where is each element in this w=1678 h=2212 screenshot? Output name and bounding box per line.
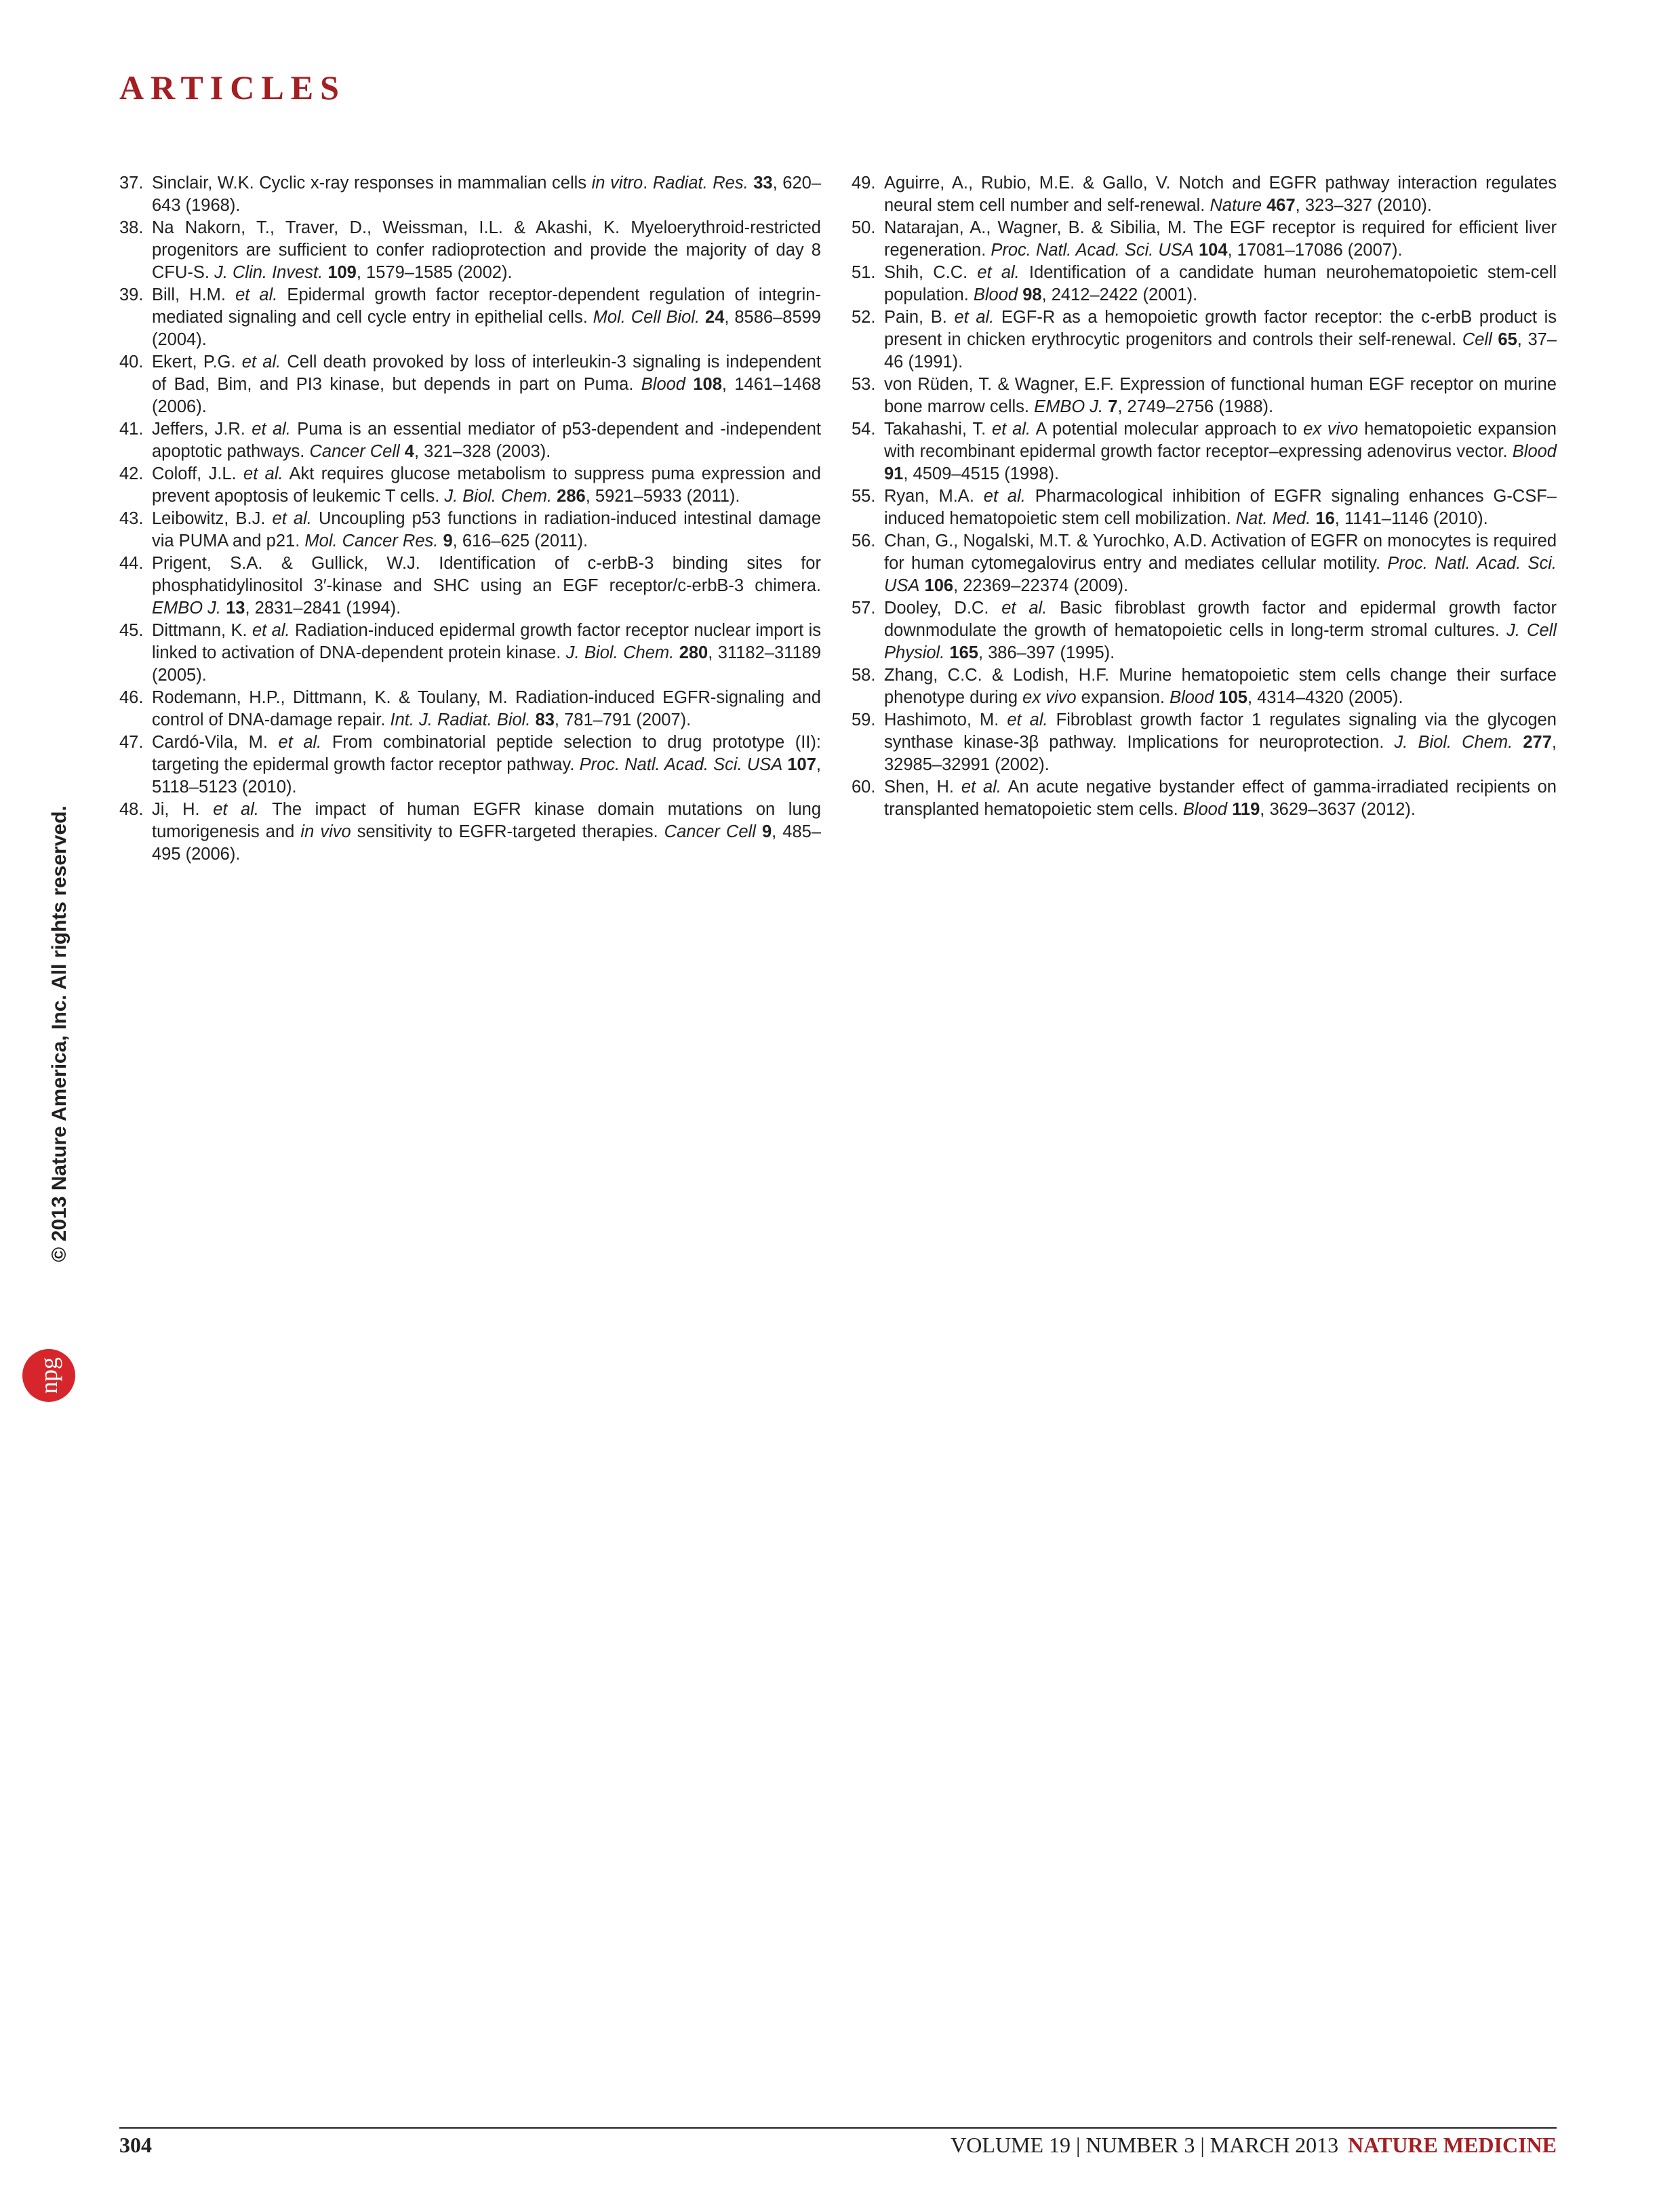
reference-text: , 620–643 (1968). xyxy=(152,174,822,215)
reference-text: et al. xyxy=(213,800,259,819)
reference-text: Chan, G., Nogalski, M.T. & Yurochko, A.D. Activation of EGFR on monocytes is required for human cytomegalovirus entry and mediates cellular motility. xyxy=(884,531,1557,573)
reference-text: in vitro xyxy=(591,174,643,193)
reference-text xyxy=(400,442,405,461)
reference-item xyxy=(852,374,1557,418)
reference-text: J. Clin. Invest. xyxy=(214,263,323,282)
reference-text: , 485–495 (2006). xyxy=(152,822,821,864)
reference-text: 107 xyxy=(787,755,816,774)
reference-text: Blood xyxy=(1512,442,1557,461)
reference-text: Proc. Natl. Acad. Sci. USA xyxy=(884,554,1557,595)
reference-number: 38. xyxy=(119,218,144,237)
reference-text: sensitivity to EGFR-targeted therapies. xyxy=(351,822,664,841)
reference-text: hematopoietic expansion with recombinant epidermal growth factor receptor–expressing adenovirus vector. xyxy=(884,420,1557,461)
reference-item xyxy=(119,418,821,463)
reference-text: Proc. Natl. Acad. Sci. USA xyxy=(579,755,783,774)
reference-number: 56. xyxy=(852,531,876,550)
reference-text: , 3629–3637 (2012). xyxy=(1260,800,1416,819)
reference-text: The impact of human EGFR kinase domain mutations on lung tumorigenesis and xyxy=(152,800,821,841)
reference-text: , 2831–2841 (1994). xyxy=(245,599,401,618)
reference-number: 50. xyxy=(852,218,876,237)
reference-text: 33 xyxy=(753,174,773,193)
npg-logo xyxy=(22,1349,75,1402)
references-left-column xyxy=(119,172,821,866)
reference-text: et al. xyxy=(983,487,1026,506)
reference-text: , 4314–4320 (2005). xyxy=(1247,688,1403,707)
reference-text: Zhang, C.C. & Lodish, H.F. Murine hematopoietic stem cells change their surface phenotype during xyxy=(884,666,1557,707)
reference-text: Shen, H. xyxy=(884,778,961,797)
reference-text: 9 xyxy=(443,531,453,550)
reference-text xyxy=(700,308,705,327)
reference-text: , 4509–4515 (1998). xyxy=(903,464,1060,483)
reference-text: von Rüden, T. & Wagner, E.F. Expression of functional human EGF receptor on murine bone marrow cells. xyxy=(884,375,1557,416)
reference-text: Proc. Natl. Acad. Sci. USA xyxy=(991,241,1194,260)
reference-item xyxy=(852,217,1557,262)
reference-text: 280 xyxy=(679,643,708,662)
reference-item xyxy=(852,530,1557,597)
reference-item xyxy=(119,284,821,351)
reference-text: Int. J. Radiat. Biol. xyxy=(390,710,531,729)
reference-item xyxy=(119,217,821,284)
reference-text: et al. xyxy=(992,420,1031,439)
reference-text: 91 xyxy=(884,464,904,483)
reference-item xyxy=(119,799,821,866)
reference-text: , 1579–1585 (2002). xyxy=(356,263,513,282)
reference-text: Coloff, J.L. xyxy=(152,464,244,483)
reference-text: An acute negative bystander effect of gamma-irradiated recipients on transplanted hematopoietic stem cells. xyxy=(884,778,1557,819)
reference-item xyxy=(852,306,1557,374)
reference-text: , 5118–5123 (2010). xyxy=(152,755,821,797)
reference-text: Uncoupling p53 functions in radiation-induced intestinal damage via PUMA and p21. xyxy=(152,509,822,550)
reference-text: , 31182–31189 (2005). xyxy=(152,643,821,685)
reference-number: 39. xyxy=(119,285,144,304)
reference-text: , 5921–5933 (2011). xyxy=(585,487,740,506)
reference-text: , 22369–22374 (2009). xyxy=(953,576,1129,595)
reference-text: et al. xyxy=(272,509,312,528)
reference-text: 467 xyxy=(1266,196,1296,215)
reference-text: Fibroblast growth factor 1 regulates signaling via the glycogen synthase kinase-3β pathway. Implications for neuroprotection. xyxy=(884,710,1557,752)
reference-text: , 37–46 (1991). xyxy=(884,330,1557,371)
reference-text: expansion. xyxy=(1076,688,1170,707)
reference-text: Blood xyxy=(641,375,685,394)
page-number: 304 xyxy=(119,2133,152,2157)
reference-text: in vivo xyxy=(300,822,351,841)
reference-text: 104 xyxy=(1198,241,1228,260)
reference-text: ex vivo xyxy=(1303,420,1359,439)
reference-text xyxy=(1194,241,1199,260)
reference-number: 60. xyxy=(852,778,876,797)
reference-text: , 8586–8599 (2004). xyxy=(152,308,821,349)
reference-text: Cancer Cell xyxy=(309,442,400,461)
reference-text: . xyxy=(643,174,653,193)
reference-text: Identification of a candidate human neurohematopoietic stem-cell population. xyxy=(884,263,1557,304)
footer-issue xyxy=(951,2133,1557,2158)
reference-number: 37. xyxy=(119,174,144,193)
reference-text: et al. xyxy=(961,778,1001,797)
reference-item xyxy=(852,485,1557,530)
section-label: ARTICLES xyxy=(119,68,346,106)
reference-text: Nature xyxy=(1210,196,1262,215)
reference-text: , 1141–1146 (2010). xyxy=(1334,509,1488,528)
reference-text: 7 xyxy=(1108,397,1118,416)
reference-text: 98 xyxy=(1022,285,1042,304)
reference-text: Jeffers, J.R. xyxy=(152,420,252,439)
reference-text: J. Biol. Chem. xyxy=(1394,733,1513,752)
reference-text xyxy=(530,710,535,729)
reference-text: Shih, C.C. xyxy=(884,263,978,282)
reference-text: 9 xyxy=(761,822,772,841)
reference-number: 51. xyxy=(852,263,876,282)
reference-text: 4 xyxy=(404,442,414,461)
reference-number: 54. xyxy=(852,420,876,439)
reference-text: 65 xyxy=(1498,330,1517,349)
reference-text: , 2749–2756 (1988). xyxy=(1117,397,1274,416)
reference-text: , 321–328 (2003). xyxy=(414,442,551,461)
reference-item xyxy=(852,597,1557,664)
reference-text: Cancer Cell xyxy=(664,822,756,841)
reference-text: J. Biol. Chem. xyxy=(444,487,553,506)
reference-text: 24 xyxy=(705,308,725,327)
reference-text: , 386–397 (1995). xyxy=(978,643,1115,662)
reference-text: Natarajan, A., Wagner, B. & Sibilia, M. The EGF receptor is required for efficient liver regeneration. xyxy=(884,218,1557,260)
reference-number: 48. xyxy=(119,800,144,819)
reference-text: , 616–625 (2011). xyxy=(452,531,588,550)
reference-text: A potential molecular approach to xyxy=(1031,420,1304,439)
reference-text: Sinclair, W.K. Cyclic x-ray responses in mammalian cells xyxy=(152,174,592,193)
reference-item xyxy=(852,418,1557,485)
reference-item xyxy=(852,262,1557,306)
reference-text: 105 xyxy=(1218,688,1247,707)
reference-text: Ekert, P.G. xyxy=(152,353,242,371)
reference-item xyxy=(119,508,821,552)
reference-text: 109 xyxy=(327,263,357,282)
reference-item xyxy=(852,172,1557,217)
reference-item xyxy=(119,351,821,418)
reference-text: Dooley, D.C. xyxy=(884,599,1002,618)
reference-number: 57. xyxy=(852,599,876,618)
reference-text: et al. xyxy=(241,353,281,371)
reference-item xyxy=(852,776,1557,821)
reference-text: Blood xyxy=(1182,800,1228,819)
reference-number: 58. xyxy=(852,666,876,685)
reference-text: Mol. Cancer Res. xyxy=(304,531,439,550)
reference-text: Na Nakorn, T., Traver, D., Weissman, I.L. & Akashi, K. Myeloerythroid-restricted progenitors are sufficient to confer radioprotection and provide the majority of day 8 CFU-S. xyxy=(152,218,821,282)
reference-number: 43. xyxy=(119,509,144,528)
reference-item xyxy=(119,687,821,731)
reference-text: Blood xyxy=(973,285,1018,304)
reference-text: J. Cell Physiol. xyxy=(884,621,1557,662)
footer-rule xyxy=(119,2127,1557,2129)
reference-text: Ji, H. xyxy=(152,800,214,819)
reference-item xyxy=(119,552,821,620)
reference-text: Takahashi, T. xyxy=(884,420,993,439)
reference-text: 277 xyxy=(1523,733,1552,752)
reference-item xyxy=(119,731,821,799)
reference-item xyxy=(119,172,821,217)
reference-text: From combinatorial peptide selection to drug prototype (II): targeting the epidermal growth factor receptor pathway. xyxy=(152,733,821,774)
reference-number: 59. xyxy=(852,710,876,729)
reference-text: Blood xyxy=(1170,688,1214,707)
reference-text: , 781–791 (2007). xyxy=(554,710,692,729)
reference-text: et al. xyxy=(252,420,291,439)
reference-number: 55. xyxy=(852,487,876,506)
reference-text: Radiation-induced epidermal growth factor receptor nuclear import is linked to activation of DNA-dependent protein kinase. xyxy=(152,621,821,662)
reference-text: Pharmacological inhibition of EGFR signaling enhances G-CSF–induced hematopoietic stem cell mobilization. xyxy=(884,487,1557,528)
reference-number: 46. xyxy=(119,688,144,707)
reference-text: Cardó-Vila, M. xyxy=(152,733,279,752)
reference-text: , 2412–2422 (2001). xyxy=(1041,285,1198,304)
reference-text: Prigent, S.A. & Gullick, W.J. Identification of c-erbB-3 binding sites for phosphatidylinositol 3′-kinase and SHC using an EGF receptor/c-erbB-3 chimera. xyxy=(152,554,821,595)
reference-text xyxy=(685,375,693,394)
reference-item xyxy=(119,463,821,508)
reference-text: Puma is an essential mediator of p53-dependent and -independent apoptotic pathways. xyxy=(152,420,821,461)
npg-logo-text: npg xyxy=(35,1357,62,1394)
reference-text: Leibowitz, B.J. xyxy=(152,509,273,528)
reference-text: 165 xyxy=(949,643,978,662)
reference-number: 53. xyxy=(852,375,876,394)
reference-text: Epidermal growth factor receptor-dependent regulation of integrin-mediated signaling and cell cycle entry in epithelial cells. xyxy=(152,285,821,327)
reference-text: EMBO J. xyxy=(152,599,222,618)
reference-text: Basic fibroblast growth factor and epidermal growth factor downmodulate the growth of hematopoietic cells in long-term stromal cultures. xyxy=(884,599,1557,640)
reference-text: Akt requires glucose metabolism to suppress puma expression and prevent apoptosis of leukemic T cells. xyxy=(152,464,821,506)
reference-text: et al. xyxy=(954,308,995,327)
reference-item xyxy=(852,664,1557,709)
reference-text: 119 xyxy=(1232,800,1260,819)
reference-item xyxy=(119,620,821,687)
reference-text: et al. xyxy=(977,263,1020,282)
reference-number: 44. xyxy=(119,554,144,573)
reference-text: EMBO J. xyxy=(1034,397,1104,416)
reference-number: 45. xyxy=(119,621,144,640)
reference-text: 83 xyxy=(535,710,555,729)
references-right-column xyxy=(852,172,1557,821)
issue-info: VOLUME 19 | NUMBER 3 | MARCH 2013 xyxy=(951,2133,1339,2157)
reference-text: Bill, H.M. xyxy=(152,285,236,304)
reference-number: 47. xyxy=(119,733,144,752)
reference-text: 13 xyxy=(226,599,245,618)
reference-text: Rodemann, H.P., Dittmann, K. & Toulany, M. Radiation-induced EGFR-signaling and control of DNA-damage repair. xyxy=(152,688,821,729)
reference-text xyxy=(919,576,924,595)
reference-text xyxy=(756,822,762,841)
reference-text: Hashimoto, M. xyxy=(884,710,1007,729)
reference-text: , 17081–17086 (2007). xyxy=(1227,241,1403,260)
reference-text: Cell xyxy=(1462,330,1492,349)
reference-text: et al. xyxy=(243,464,283,483)
reference-text: 108 xyxy=(693,375,722,394)
reference-number: 41. xyxy=(119,420,144,439)
reference-text: Mol. Cell Biol. xyxy=(593,308,700,327)
reference-number: 42. xyxy=(119,464,144,483)
reference-text: 106 xyxy=(924,576,954,595)
reference-text: Nat. Med. xyxy=(1235,509,1311,528)
reference-text: Aguirre, A., Rubio, M.E. & Gallo, V. Notch and EGFR pathway interaction regulates neural stem cell number and self-renewal. xyxy=(884,174,1557,215)
reference-number: 49. xyxy=(852,174,876,193)
reference-text: J. Biol. Chem. xyxy=(565,643,675,662)
reference-text: 286 xyxy=(557,487,586,506)
reference-text xyxy=(674,643,679,662)
copyright-note: © 2013 Nature America, Inc. All rights reserved. xyxy=(48,805,71,1262)
journal-name: NATURE MEDICINE xyxy=(1348,2133,1557,2157)
reference-text: , 32985–32991 (2002). xyxy=(884,733,1557,774)
reference-text: et al. xyxy=(252,621,290,640)
reference-text xyxy=(1513,733,1523,752)
reference-text: et al. xyxy=(1007,710,1048,729)
reference-text: Pain, B. xyxy=(884,308,955,327)
reference-text: 16 xyxy=(1315,509,1335,528)
reference-text: EGF-R as a hemopoietic growth factor receptor: the c-erbB product is present in chicken erythrocytic progenitors and controls their self-renewal. xyxy=(884,308,1557,349)
reference-number: 40. xyxy=(119,353,144,371)
reference-text: et al. xyxy=(235,285,278,304)
reference-text: et al. xyxy=(1001,599,1047,618)
reference-text: Cell death provoked by loss of interleukin-3 signaling is independent of Bad, Bim, and PI3 kinase, but depends in part on Puma. xyxy=(152,353,821,394)
reference-text: Dittmann, K. xyxy=(152,621,252,640)
reference-number: 52. xyxy=(852,308,876,327)
reference-text: , 323–327 (2010). xyxy=(1295,196,1432,215)
reference-item xyxy=(852,709,1557,776)
reference-text: , 1461–1468 (2006). xyxy=(152,375,821,416)
reference-text: et al. xyxy=(278,733,322,752)
reference-text: Ryan, M.A. xyxy=(884,487,984,506)
reference-text: ex vivo xyxy=(1022,688,1077,707)
reference-text: Radiat. Res. xyxy=(652,174,748,193)
